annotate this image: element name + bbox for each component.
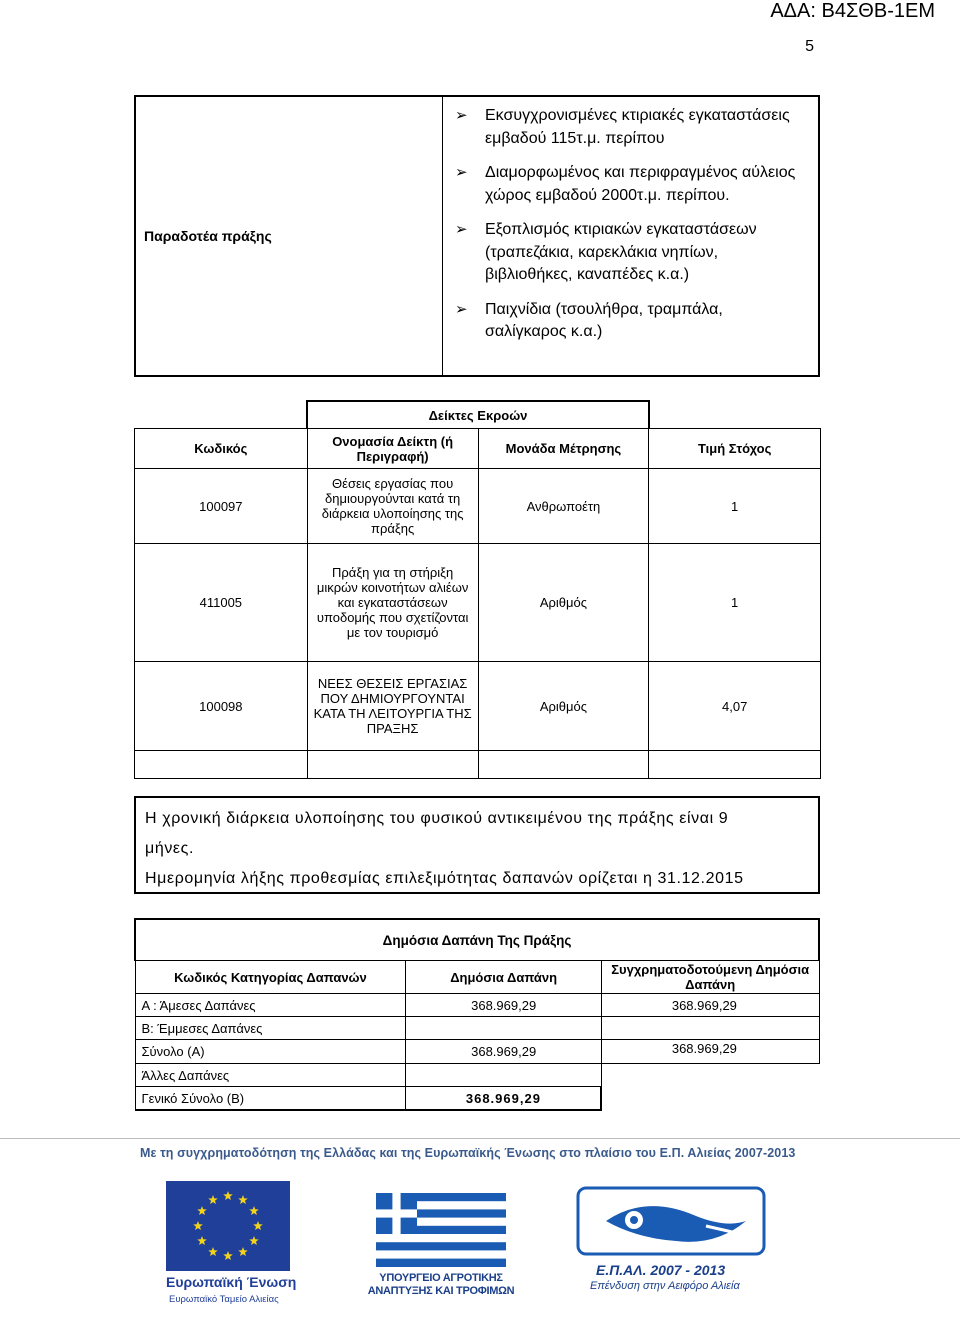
eu-flag-icon — [166, 1181, 290, 1271]
cell-target: 1 — [649, 469, 821, 544]
table-row-empty — [135, 751, 821, 779]
indicators-header-row — [135, 429, 821, 469]
cell-category: Α : Άμεσες Δαπάνες — [135, 994, 406, 1017]
eu-subtitle: Ευρωπαϊκό Ταμείο Αλιείας — [169, 1294, 279, 1305]
greek-flag-logo — [376, 1193, 506, 1267]
table-row — [135, 1064, 819, 1087]
cell-category: Γενικό Σύνολο (Β) — [135, 1087, 406, 1111]
eu-flag-logo — [166, 1181, 290, 1271]
cell-code: 100097 — [135, 469, 308, 544]
list-item — [455, 162, 808, 207]
deliverables-list-cell — [443, 97, 818, 375]
header-public: Δημόσια Δαπάνη — [406, 961, 601, 994]
budget-title-row — [135, 919, 819, 961]
arrow-bullet-icon: ➢ — [455, 221, 468, 238]
table-row — [135, 994, 819, 1017]
header-target: Τιμή Στόχος — [649, 429, 821, 469]
ada-code: ΑΔΑ: Β4ΣΘΒ-1ΕΜ — [770, 0, 935, 22]
cell-public — [406, 1017, 601, 1040]
fish-icon — [576, 1186, 766, 1256]
cell-name: Πράξη για τη στήριξη μικρών κοινοτήτων αλιέων και εγκαταστάσεων υποδομής που σχετίζονται με τον τουρισμό — [307, 544, 478, 662]
cofinancing-banner: Με τη συγχρηματοδότηση της Ελλάδας και της Ευρωπαϊκής Ένωσης στο πλαίσιο του Ε.Π. Αλιείας 2007-2013 — [140, 1146, 796, 1160]
cell-category: Άλλες Δαπάνες — [135, 1064, 406, 1087]
cell-target: 1 — [649, 544, 821, 662]
table-row — [135, 544, 821, 662]
cell-name: Θέσεις εργασίας που δημιουργούνται κατά τη διάρκεια υλοποίησης της πράξης — [307, 469, 478, 544]
cell-target: 4,07 — [649, 662, 821, 751]
list-item-text: Εξοπλισμός κτιριακών εγκαταστάσεων (τραπεζάκια, καρεκλάκια νηπίων, βιβλιοθήκες, καναπέδες κ.α.) — [485, 221, 757, 283]
page-number: 5 — [805, 38, 814, 55]
cell-name: ΝΕΕΣ ΘΕΣΕΙΣ ΕΡΓΑΣΙΑΣ ΠΟΥ ΔΗΜΙΟΥΡΓΟΥΝΤΑΙ ΚΑΤΑ ΤΗ ΛΕΙΤΟΥΡΓΙΑ ΤΗΣ ΠΡΑΞΗΣ — [307, 662, 478, 751]
cell-category: Β: Έμμεσες Δαπάνες — [135, 1017, 406, 1040]
duration-text-1: Η χρονική διάρκεια υλοποίησης του φυσικού αντικειμένου της πράξης είναι 9 — [145, 810, 729, 827]
deliverables-label: Παραδοτέα πράξης — [136, 97, 443, 375]
list-item-text: Παιχνίδια (τσουλήθρα, τραμπάλα, σαλίγκαρος κ.α.) — [485, 300, 723, 340]
table-row — [135, 1087, 819, 1111]
arrow-bullet-icon: ➢ — [455, 107, 468, 124]
list-item-text: Διαμορφωμένος και περιφραγμένος αύλειος χώρος εμβαδού 2000τ.μ. περίπου. — [485, 164, 796, 204]
op-title: Ε.Π.ΑΛ. 2007 - 2013 — [596, 1262, 726, 1278]
cell-unit: Ανθρωποέτη — [478, 469, 649, 544]
deliverables-list — [455, 105, 808, 344]
table-row — [135, 1040, 819, 1064]
cell-public: 368.969,29 — [406, 994, 601, 1017]
arrow-bullet-icon: ➢ — [455, 300, 468, 318]
header-category: Κωδικός Κατηγορίας Δαπανών — [135, 961, 406, 994]
op-fisheries-logo — [576, 1186, 766, 1256]
cell-empty — [601, 1087, 819, 1111]
header-cofinanced: Συγχρηματοδοτούμενη Δημόσια Δαπάνη — [601, 961, 819, 994]
table-row — [135, 1017, 819, 1040]
list-item-text: Εκσυγχρονισμένες κτιριακές εγκαταστάσεις εμβαδού 115τ.μ. περίπου — [485, 107, 790, 147]
header-code: Κωδικός — [135, 429, 308, 469]
cell-cofinanced: 368.969,29 — [601, 1040, 819, 1064]
deliverables-table — [134, 95, 820, 377]
op-subtitle: Επένδυση στην Αειφόρο Αλιεία — [590, 1280, 740, 1292]
table-row — [135, 662, 821, 751]
duration-box — [134, 796, 820, 894]
cell-public: 368.969,29 — [406, 1040, 601, 1064]
ministry-line-1: ΥΠΟΥΡΓΕΙΟ ΑΓΡΟΤΙΚΗΣ — [379, 1272, 503, 1284]
footer-divider — [0, 1138, 960, 1139]
header-unit: Μονάδα Μέτρησης — [478, 429, 649, 469]
indicators-title-row — [135, 401, 821, 429]
cell-category: Σύνολο (Α) — [135, 1040, 406, 1064]
arrow-bullet-icon: ➢ — [455, 164, 468, 181]
budget-header-row — [135, 961, 819, 994]
header-name: Ονομασία Δείκτη (ή Περιγραφή) — [307, 429, 478, 469]
indicators-table — [134, 400, 821, 779]
cell-public-total: 368.969,29 — [406, 1087, 601, 1111]
cell-unit: Αριθμός — [478, 662, 649, 751]
ministry-line-2: ΑΝΑΠΤΥΞΗΣ ΚΑΙ ΤΡΟΦΙΜΩΝ — [367, 1285, 515, 1297]
cell-cofinanced: 368.969,29 — [601, 994, 819, 1017]
cell-cofinanced — [601, 1017, 819, 1040]
budget-title: Δημόσια Δαπάνη Της Πράξης — [135, 919, 819, 961]
cell-public — [406, 1064, 601, 1087]
list-item — [455, 299, 808, 344]
deadline-text: Ημερομηνία λήξης προθεσμίας επιλεξιμότητας δαπανών ορίζεται η 31.12.2015 — [145, 870, 744, 887]
list-item — [455, 219, 808, 287]
ministry-name — [366, 1272, 516, 1298]
eu-title: Ευρωπαϊκή Ένωση — [166, 1274, 297, 1290]
greek-flag-icon — [376, 1193, 506, 1267]
budget-table — [134, 918, 820, 1111]
indicators-title: Δείκτες Εκροών — [307, 401, 649, 429]
list-item — [455, 105, 808, 150]
cell-unit: Αριθμός — [478, 544, 649, 662]
duration-text-2: μήνες. — [145, 840, 195, 857]
cell-code: 411005 — [135, 544, 308, 662]
table-row — [135, 469, 821, 544]
cell-code: 100098 — [135, 662, 308, 751]
cell-empty — [601, 1064, 819, 1087]
